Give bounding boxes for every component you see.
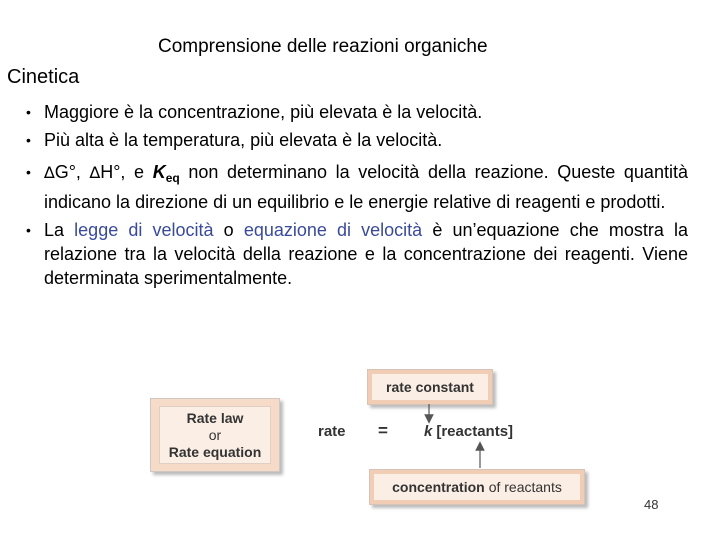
bullet-concentration: • Maggiore è la concentrazione, più elevata è la velocità. [26,100,688,124]
rate-constant-label: rate constant [372,374,488,400]
bullet-thermodynamics: • ∆G°, ∆H°, e $K_{eq}$ non determinano la velocità della reazione. Queste quantità indicano la direzione di un equilibrio e le energie relative di reagenti e prodotti. [26,160,688,214]
rate-law-label: Rate law [186,409,244,426]
term-legge-velocita: legge di velocità [74,220,214,240]
or-label: or [208,426,222,443]
equation-rate: rate [318,423,346,440]
slide-title: Comprensione delle reazioni organiche [158,36,488,57]
equation-equals: = [378,421,388,440]
page-number: 48 [644,497,659,512]
delta-symbol: ∆ [44,163,55,182]
delta-symbol: ∆ [89,163,101,182]
term-equazione-velocita: equazione di velocità [243,220,423,240]
rate-equation-label: Rate equation [168,443,262,460]
bullet-temperature: • Più alta è la temperatura, più elevata è la velocità. [26,128,688,152]
equation-k: k [424,423,433,440]
concentration-label: concentration [392,479,485,495]
keq-subscript: eq [165,171,180,185]
equation-reactants: [reactants] [436,423,514,440]
of-reactants-label: of reactants [488,479,562,495]
keq-symbol: K [152,162,166,182]
section-heading: Cinetica [7,66,80,88]
bullet-rate-law: • La legge di velocità o equazione di velocità è un’equazione che mostra la relazione tra la velocità della reazione e la concentrazione dei reagenti. Viene determinata sperimentalmente. [26,218,688,290]
